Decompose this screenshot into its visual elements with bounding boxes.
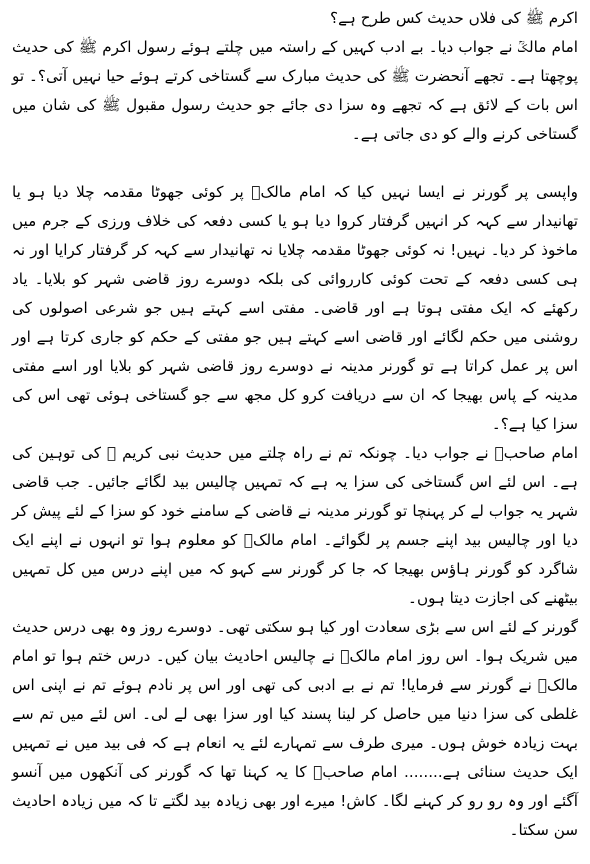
paragraph-question-end: اکرم ﷺ کی فلاں حدیث کس طرح ہے؟ xyxy=(330,9,578,27)
paragraph-punishment-verdict: امام صاحبؒ نے جواب دیا۔ چونکہ تم نے راہ چلتے میں حدیث نبی کریم ﷺ کی توہین کی ہے۔ اس لئے اس گستاخی کی سزا یہ ہے کہ تمہیں چالیس بید لگائے جائیں۔ جب قاضی شہر یہ جواب لے کر پہنچا تو گورنر مدینہ نے قاضی کے سامنے خود کو سزا کے لئے پیش کر دیا اور چالیس بید اپنے جسم پر لگوائے۔ امام مالکؒ کو معلوم ہوا تو انہوں نے اپنے ایک شاگرد کو گورنر ہاؤس بھیجا کہ جا کر گورنر سے کہو کہ میں اپنے درس میں کل تمہیں بیٹھنے کی اجازت دیتا ہوں۔ xyxy=(12,444,578,607)
paragraph-spacer xyxy=(12,149,578,178)
paragraph-governor-response: واپسی پر گورنر نے ایسا نہیں کیا کہ امام مالکؒ پر کوئی جھوٹا مقدمہ چلا دیا ہو یا تھانیدار سے کہہ کر انہیں گرفتار کروا دیا ہو یا کسی دفعہ کی خلاف ورزی کے جرم میں ماخوذ کر دیا۔ نہیں! نہ کوئی جھوٹا مقدمہ چلایا نہ تھانیدار سے کہہ کر گرفتار کرایا اور نہ ہی کسی دفعہ کے تحت کوئی کارروائی کی بلکہ دوسرے روز قاضی شہر کو بلایا۔ یاد رکھئے کہ ایک مفتی ہوتا ہے اور قاضی۔ مفتی اسے کہتے ہیں جو شرعی اصولوں کی روشنی میں حکم لگائے اور قاضی اسے کہتے ہیں جو مفتی کے حکم کو جاری کرتا ہے اور اس پر عمل کراتا ہے تو گورنر مدینہ نے دوسرے روز قاضی شہر کو بلایا اور اسے مفتی مدینہ کے پاس بھیجا کہ ان سے دریافت کرو کل مجھ سے جو گستاخی ہوئی تھی اس کی سزا کیا ہے؟۔ xyxy=(12,183,578,433)
paragraph-imam-malik-reply: امام مالکؒ نے جواب دیا۔ بے ادب کہیں کے راستہ میں چلتے ہوئے رسول اکرم ﷺ کی حدیث پوچھتا ہے۔ تجھے آنحضرت ﷺ کی حدیث مبارک سے گستاخی کرتے ہوئے حیا نہیں آتی؟۔ تو اس بات کے لائق ہے کہ تجھے وہ سزا دی جائے جو حدیث رسول مقبول ﷺ کی شان میں گستاخی کرنے والے کو دی جاتی ہے۔ xyxy=(12,38,578,143)
paragraph-forty-hadiths: گورنر کے لئے اس سے بڑی سعادت اور کیا ہو سکتی تھی۔ دوسرے روز وہ بھی درس حدیث میں شریک ہوا۔ اس روز امام مالکؒ نے چالیس احادیث بیان کیں۔ درس ختم ہوا تو امام مالکؒ نے گورنر سے فرمایا! تم نے بے ادبی کی تھی اور اس پر نادم ہوئے تم نے اپنی اس غلطی کی سزا دنیا میں حاصل کر لینا پسند کیا اور سزا بھی لے لی۔ اس لئے میں تم سے بہت زیادہ خوش ہوں۔ میری طرف سے تمہارے لئے یہ انعام ہے کہ فی بید میں نے تمہیں ایک حدیث سنائی ہے........ امام صاحبؒ کا یہ کہنا تھا کہ گورنر کی آنکھوں میں آنسو آگئے اور وہ رو رو کر کہنے لگا۔ کاش! میرے اور بھی زیادہ بید لگتے تا کہ میں زیادہ احادیث سن سکتا۔ xyxy=(12,618,578,839)
